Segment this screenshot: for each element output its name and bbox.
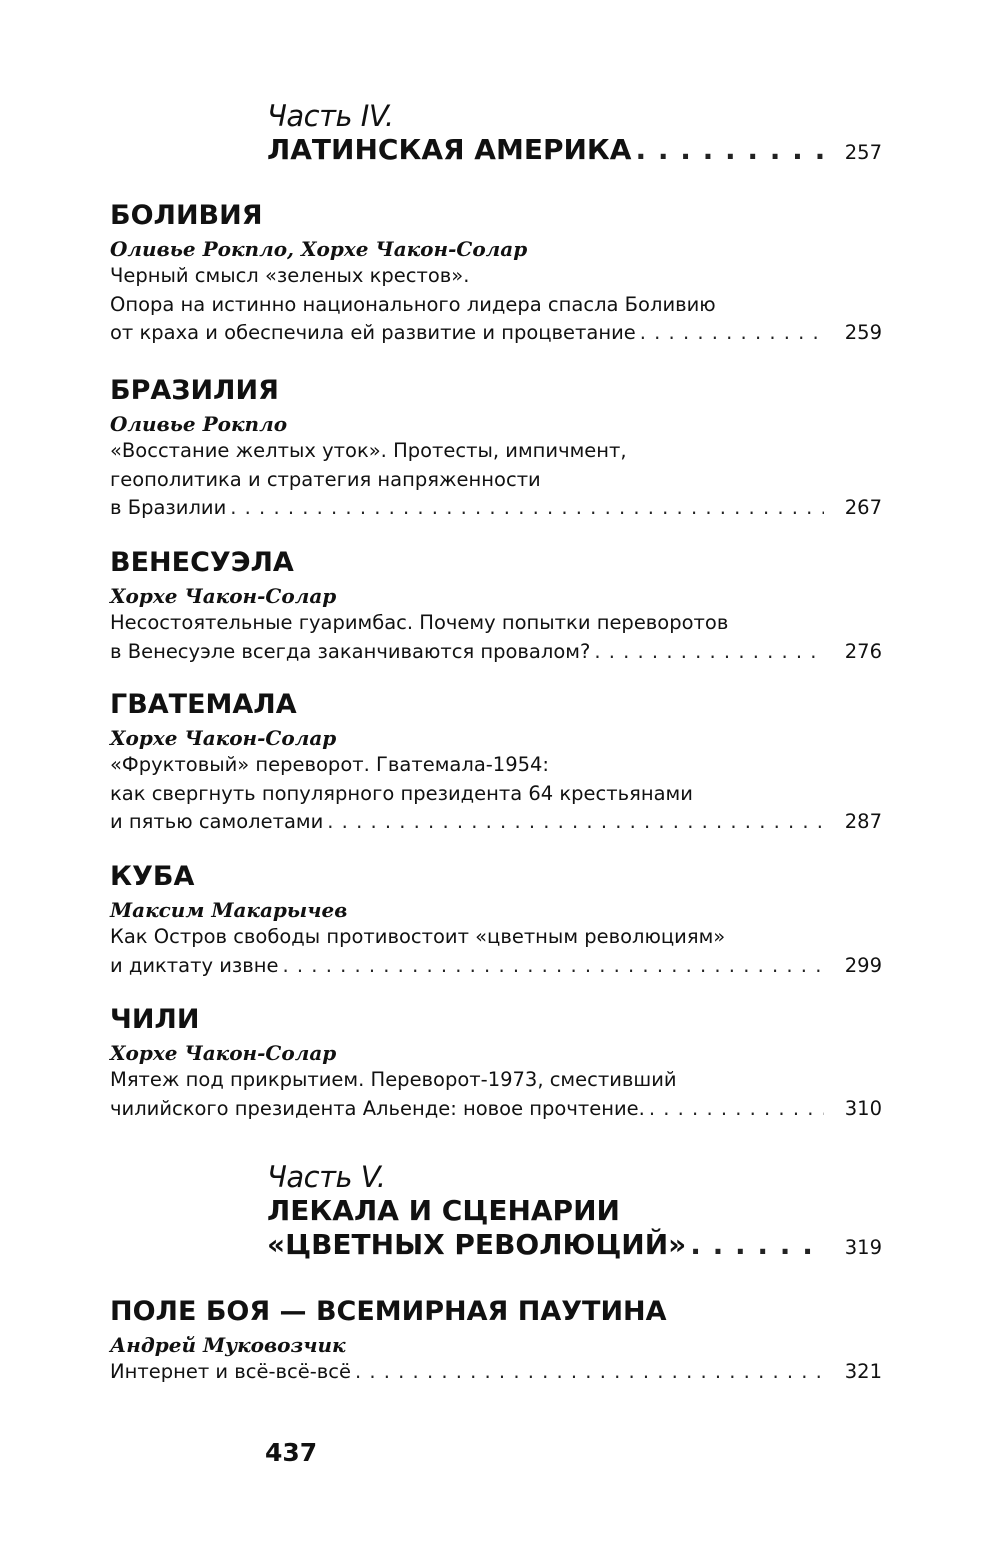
- dot-leader: [635, 133, 824, 167]
- toc-section-cuba: [110, 860, 882, 980]
- part-heading: [267, 99, 882, 170]
- dot-leader: [355, 1358, 824, 1387]
- article-title-line: Несостоятельные гуаримбас. Почему попытки переворотов: [110, 611, 729, 634]
- page-number: 287: [844, 810, 882, 833]
- article-title-line: от краха и обеспечила ей развитие и процветание: [110, 321, 636, 344]
- article-title-line: и пятью самолетами: [110, 810, 324, 833]
- article-title-line: Черный смысл «зеленых крестов».: [110, 264, 470, 287]
- page-number: 259: [844, 321, 882, 344]
- article-title-line: Опора на истинно национального лидера спасла Боливию: [110, 292, 716, 316]
- part-title: ЛЕКАЛА И СЦЕНАРИИ: [267, 1194, 620, 1227]
- article-entry: [110, 494, 882, 523]
- toc-section-chile: [110, 1003, 882, 1123]
- article-title-line: «Фруктовый» переворот. Гватемала-1954:: [110, 753, 549, 776]
- author-line: Оливье Рокпло, Хорхе Чакон-Солар: [110, 237, 528, 261]
- author-line: Хорхе Чакон-Солар: [110, 1041, 337, 1065]
- author-line: Андрей Муковозчик: [110, 1333, 346, 1357]
- country-heading: ЧИЛИ: [110, 1004, 200, 1035]
- author-line: Хорхе Чакон-Солар: [110, 726, 337, 750]
- page-number: 257: [844, 141, 882, 164]
- country-heading: ВЕНЕСУЭЛА: [110, 547, 294, 578]
- article-entry: [110, 808, 882, 837]
- part-label: Часть IV.: [267, 99, 394, 133]
- part-title: «ЦВЕТНЫХ РЕВОЛЮЦИЙ»: [267, 1228, 687, 1261]
- article-title-line: Интернет и всё-всё-всё: [110, 1360, 351, 1383]
- toc-section-venezuela: [110, 546, 882, 666]
- page-number: 310: [844, 1096, 882, 1120]
- article-title-line: геополитика и стратегия напряженности: [110, 467, 541, 491]
- part-title-entry: [267, 133, 882, 170]
- toc-section-brazil: [110, 374, 882, 523]
- country-heading: БОЛИВИЯ: [110, 200, 263, 231]
- part-heading: [267, 1160, 882, 1265]
- toc-section-bolivia: [110, 199, 882, 348]
- page-folio: 437: [265, 1438, 318, 1467]
- article-title-line: Мятеж под прикрытием. Переворот-1973, сместивший: [110, 1068, 677, 1091]
- page-number: 299: [844, 953, 882, 977]
- country-heading: БРАЗИЛИЯ: [110, 375, 279, 406]
- page-number: 267: [844, 496, 882, 519]
- author-line: Хорхе Чакон-Солар: [110, 584, 337, 608]
- article-entry: [110, 319, 882, 348]
- article-entry: [110, 638, 882, 667]
- country-heading: ГВАТЕМАЛА: [110, 689, 297, 720]
- dot-leader: [594, 638, 824, 667]
- part-title: ЛАТИНСКАЯ АМЕРИКА: [267, 133, 632, 166]
- dot-leader: [690, 1228, 824, 1262]
- toc-section-web: [110, 1295, 882, 1387]
- dot-leader: [283, 952, 825, 981]
- article-title-line: как свергнуть популярного президента 64 крестьянами: [110, 781, 693, 805]
- article-title-line: в Бразилии: [110, 496, 227, 519]
- part-label: Часть V.: [267, 1160, 386, 1194]
- country-heading: ПОЛЕ БОЯ — ВСЕМИРНАЯ ПАУТИНА: [110, 1296, 667, 1327]
- dot-leader: [327, 808, 824, 837]
- toc-section-guatemala: [110, 688, 882, 837]
- article-title-line: в Венесуэле всегда заканчиваются провалом?: [110, 639, 591, 663]
- author-line: Максим Макарычев: [110, 898, 348, 922]
- dot-leader: [649, 1095, 824, 1124]
- article-entry: [110, 1358, 882, 1387]
- article-title-line: «Восстание желтых уток». Протесты, импичмент,: [110, 439, 627, 462]
- page-number: 321: [844, 1360, 882, 1383]
- article-entry: [110, 1095, 882, 1124]
- country-heading: КУБА: [110, 861, 195, 892]
- article-entry: [110, 952, 882, 981]
- dot-leader: [230, 494, 824, 523]
- page-number: 276: [844, 639, 882, 663]
- page-number: 319: [844, 1236, 882, 1259]
- article-title-line: чилийского президента Альенде: новое прочтение.: [110, 1096, 645, 1120]
- dot-leader: [640, 319, 824, 348]
- article-title-line: и диктату извне: [110, 953, 279, 977]
- author-line: Оливье Рокпло: [110, 412, 288, 436]
- article-title-line: Как Остров свободы противостоит «цветным революциям»: [110, 925, 726, 948]
- part-title-entry: [267, 1228, 882, 1265]
